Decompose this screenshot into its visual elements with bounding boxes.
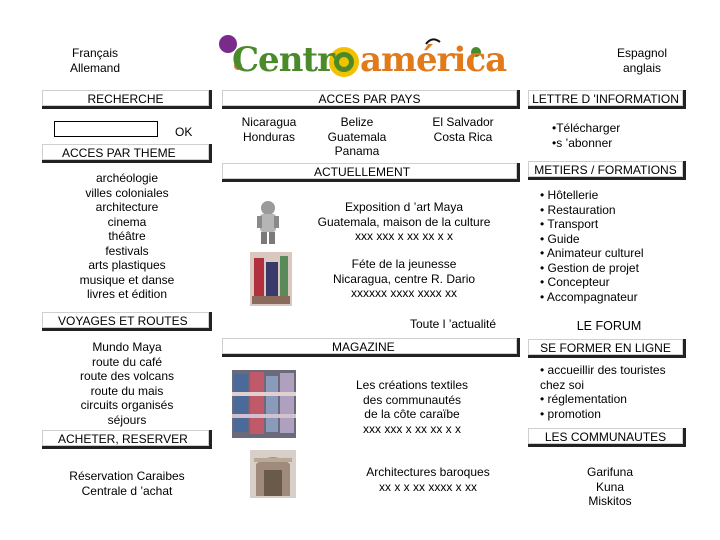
news-place: Guatemala, maison de la culture [317,214,491,229]
logo-text-america: américa [360,40,507,80]
acheter-title: ACHETER, RESERVER [58,432,188,446]
lang-spanish-link[interactable]: Espagnol [616,46,668,60]
news-text: xxx xxx x xx xx x x [354,229,453,243]
magazine-title-bar [222,338,520,357]
all-news-link[interactable]: Toute l ’actualité [410,317,497,331]
metier-item[interactable]: • Concepteur [540,275,686,290]
news-title: Féte de la jeunesse [351,257,457,271]
voyages-item[interactable]: circuits organisés [80,398,174,412]
search-ok-button[interactable]: OK [175,125,193,139]
metier-item[interactable]: • Gestion de projet [540,261,686,276]
lang-german-link[interactable]: Allemand [69,60,121,75]
metiers-title: METIERS / FORMATIONS [534,163,677,177]
article-line: xx x x xx xxxx x xx [378,479,477,494]
pays-title: ACCES PAR PAYS [318,92,421,106]
se-former-item[interactable]: • promotion [540,407,688,422]
voyages-item[interactable]: séjours [107,412,147,427]
acheter-title-bar [42,430,212,449]
news-text: xxxxxx xxxx xxxx xx [350,286,457,300]
communaute-item[interactable]: Kuna [595,479,625,494]
metier-item[interactable]: • Accompagnateur [540,290,686,305]
voyages-title: VOYAGES ET ROUTES [58,314,188,328]
communaute-item[interactable]: Miskitos [588,494,632,508]
metier-item[interactable]: • Transport [540,217,686,232]
news-item-1[interactable] [304,200,504,244]
theme-item[interactable]: villes coloniales [85,185,169,200]
theme-item[interactable]: architecture [95,200,159,214]
article-line: des communautés [362,392,462,407]
actuellement-title-bar [222,163,520,182]
pays-col3 [424,115,502,144]
voyages-list [42,340,212,427]
theme-item[interactable]: musique et danse [79,272,175,287]
search-input[interactable] [54,121,158,137]
festival-image [250,252,292,306]
metier-item[interactable]: • Animateur culturel [540,246,686,261]
magazine-item-2[interactable] [328,465,528,494]
actuellement-title: ACTUELLEMENT [314,165,411,179]
article-line: xxx xxx x xx xx x x [362,421,461,436]
lettre-title: LETTRE D 'INFORMATION [532,92,679,106]
magazine-title: MAGAZINE [332,340,395,354]
country-link[interactable]: Nicaragua [241,115,297,129]
country-link[interactable]: Guatemala [327,129,387,144]
se-former-title: SE FORMER EN LIGNE [540,341,671,355]
se-former-item[interactable]: • réglementation [540,392,688,407]
se-former-item[interactable]: • accueillir des touristes chez soi [540,363,688,392]
search-title: RECHERCHE [87,92,164,106]
textiles-image [232,370,296,438]
theme-list [42,171,212,302]
country-link[interactable]: Costa Rica [433,129,493,144]
theme-item[interactable]: cinema [107,214,147,229]
subscribe-link[interactable]: •s ’abonner [552,135,613,150]
lang-right [602,46,682,75]
news-title: Exposition d ’art Maya [344,200,464,214]
voyages-item[interactable]: route du mais [90,383,164,398]
country-link[interactable]: Honduras [242,129,296,144]
news-item-2[interactable] [304,257,504,301]
metier-item[interactable]: • Restauration [540,203,686,218]
communautes-title: LES COMMUNAUTES [544,430,667,444]
theme-title: ACCES PAR THEME [62,146,176,160]
download-link[interactable]: •Télécharger [552,121,621,135]
metiers-list [540,188,686,304]
communautes-title-bar [528,428,686,447]
voyages-item[interactable]: route des volcans [79,369,175,383]
voyages-item[interactable]: route du café [91,354,163,369]
pays-col1 [232,115,306,144]
pays-col2 [320,115,394,159]
architecture-image [250,450,296,498]
site-logo[interactable] [214,30,507,88]
lang-french-link[interactable]: Français [71,46,118,60]
pays-title-bar [222,90,520,109]
country-link[interactable]: El Salvador [432,115,494,129]
maya-statue-image [254,200,282,246]
theme-item[interactable]: archéologie [95,171,159,185]
country-link[interactable]: Belize [340,115,374,129]
se-former-list [540,363,688,421]
lettre-list [552,121,682,150]
lettre-title-bar [528,90,686,109]
theme-title-bar [42,144,212,163]
metier-item[interactable]: • Hôtellerie [540,188,686,203]
acheter-item[interactable]: Réservation Caraibes [69,469,185,483]
forum-link[interactable]: LE FORUM [576,319,642,333]
metiers-title-bar [528,161,686,180]
acheter-item[interactable]: Centrale d ’achat [81,483,173,498]
theme-item[interactable]: festivals [105,243,149,258]
voyages-title-bar [42,312,212,331]
lang-left [60,46,130,75]
lang-english-link[interactable]: anglais [622,60,662,75]
news-place: Nicaragua, centre R. Dario [332,271,476,286]
theme-item[interactable]: arts plastiques [88,258,166,272]
communaute-item[interactable]: Garifuna [586,465,634,479]
country-link[interactable]: Panama [334,144,380,158]
theme-item[interactable]: théâtre [108,229,146,243]
acheter-list [42,469,212,498]
search-title-bar [42,90,212,109]
metier-item[interactable]: • Guide [540,232,686,247]
theme-item[interactable]: livres et édition [86,287,168,301]
communautes-list [540,465,680,509]
logo-text-centr: Centr [232,40,335,80]
article-line: Architectures baroques [366,465,490,479]
magazine-item-1[interactable] [312,378,512,436]
article-line: Les créations textiles [355,378,469,392]
voyages-item[interactable]: Mundo Maya [92,340,162,354]
article-line: de la côte caraïbe [364,407,460,421]
se-former-title-bar [528,339,686,358]
